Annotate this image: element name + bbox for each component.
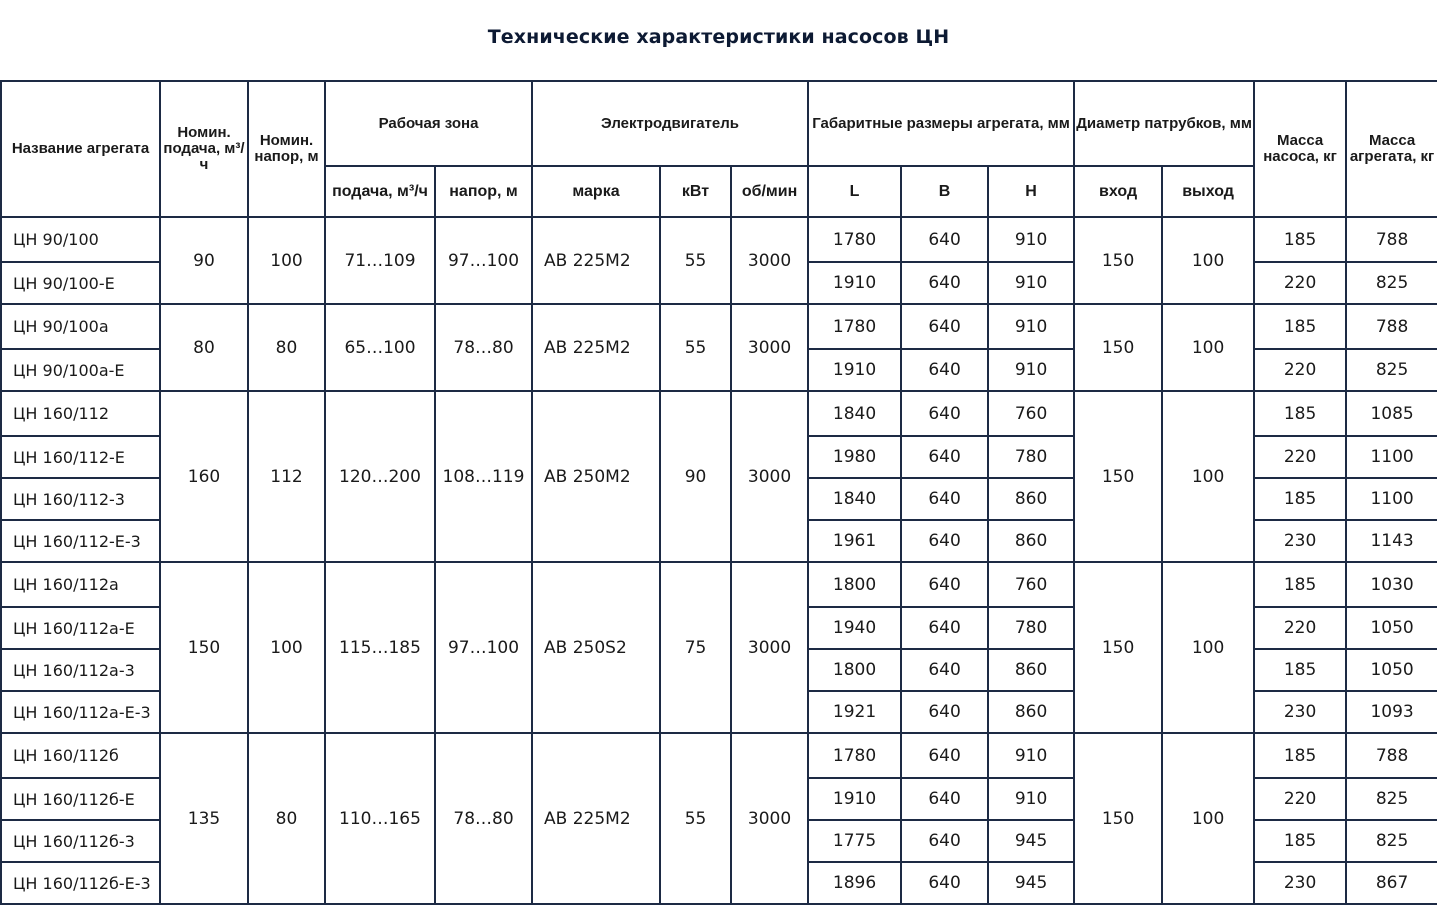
dim-h: 860 — [988, 649, 1074, 691]
work-zone-head: 78…80 — [435, 733, 532, 904]
dim-l: 1840 — [808, 478, 901, 520]
motor-kw: 75 — [660, 562, 731, 733]
pump-name: ЦН 90/100-Е — [1, 262, 160, 304]
unit-mass: 1085 — [1346, 391, 1437, 436]
header-dimensions: Габаритные размеры агрегата, мм — [808, 81, 1074, 166]
dim-h: 910 — [988, 217, 1074, 262]
work-zone-head: 78…80 — [435, 304, 532, 391]
motor-rpm: 3000 — [731, 733, 808, 904]
motor-rpm: 3000 — [731, 562, 808, 733]
pump-mass: 220 — [1254, 778, 1346, 820]
header-motor-kw: кВт — [660, 166, 731, 217]
pump-mass: 230 — [1254, 520, 1346, 562]
pump-mass: 185 — [1254, 649, 1346, 691]
pipe-in: 150 — [1074, 391, 1162, 562]
pump-name: ЦН 90/100 — [1, 217, 160, 262]
dim-l: 1840 — [808, 391, 901, 436]
motor-rpm: 3000 — [731, 391, 808, 562]
pipe-out: 100 — [1162, 562, 1254, 733]
pump-name: ЦН 90/100а-Е — [1, 349, 160, 391]
nominal-flow: 80 — [160, 304, 248, 391]
dim-h: 910 — [988, 778, 1074, 820]
unit-mass: 788 — [1346, 733, 1437, 778]
dim-b: 640 — [901, 262, 988, 304]
dim-h: 910 — [988, 304, 1074, 349]
unit-mass: 1100 — [1346, 436, 1437, 478]
motor-rpm: 3000 — [731, 304, 808, 391]
header-unit-mass: Масса агрегата, кг — [1346, 81, 1437, 217]
dim-h: 910 — [988, 349, 1074, 391]
motor-brand: АВ 225М2 — [532, 217, 660, 304]
table-row — [1, 391, 1437, 436]
unit-mass: 1030 — [1346, 562, 1437, 607]
unit-mass: 825 — [1346, 349, 1437, 391]
pump-mass: 185 — [1254, 820, 1346, 862]
table-body — [1, 217, 1437, 904]
pump-name: ЦН 160/112а-Е-3 — [1, 691, 160, 733]
dim-h: 860 — [988, 520, 1074, 562]
dim-h: 780 — [988, 607, 1074, 649]
pump-mass: 185 — [1254, 733, 1346, 778]
header-name: Название агрегата — [1, 81, 160, 217]
header-wz-flow: подача, м³/ч — [325, 166, 435, 217]
dim-l: 1800 — [808, 562, 901, 607]
dim-l: 1910 — [808, 778, 901, 820]
pump-name: ЦН 160/112а-Е — [1, 607, 160, 649]
dim-b: 640 — [901, 562, 988, 607]
motor-kw: 55 — [660, 304, 731, 391]
dim-b: 640 — [901, 607, 988, 649]
dim-h: 910 — [988, 262, 1074, 304]
dim-b: 640 — [901, 691, 988, 733]
motor-brand: АВ 225М2 — [532, 733, 660, 904]
dim-b: 640 — [901, 349, 988, 391]
pump-mass: 230 — [1254, 691, 1346, 733]
dim-l: 1800 — [808, 649, 901, 691]
dim-l: 1921 — [808, 691, 901, 733]
dim-b: 640 — [901, 304, 988, 349]
dim-l: 1780 — [808, 304, 901, 349]
header-head: Номин. напор, м — [248, 81, 325, 217]
motor-kw: 90 — [660, 391, 731, 562]
unit-mass: 825 — [1346, 820, 1437, 862]
pump-name: ЦН 160/112а-3 — [1, 649, 160, 691]
pipe-in: 150 — [1074, 562, 1162, 733]
specs-table — [0, 80, 1437, 905]
pump-mass: 220 — [1254, 436, 1346, 478]
dim-l: 1780 — [808, 217, 901, 262]
work-zone-head: 97…100 — [435, 217, 532, 304]
pipe-in: 150 — [1074, 733, 1162, 904]
work-zone-head: 108…119 — [435, 391, 532, 562]
dim-l: 1896 — [808, 862, 901, 904]
table-row — [1, 304, 1437, 349]
motor-brand: АВ 225М2 — [532, 304, 660, 391]
dim-l: 1910 — [808, 262, 901, 304]
dim-b: 640 — [901, 820, 988, 862]
header-motor: Электродвигатель — [532, 81, 808, 166]
dim-b: 640 — [901, 217, 988, 262]
nominal-head: 112 — [248, 391, 325, 562]
dim-h: 760 — [988, 391, 1074, 436]
pump-name: ЦН 160/112б-3 — [1, 820, 160, 862]
work-zone-flow: 110…165 — [325, 733, 435, 904]
work-zone-flow: 120…200 — [325, 391, 435, 562]
dim-b: 640 — [901, 391, 988, 436]
pump-name: ЦН 160/112 — [1, 391, 160, 436]
unit-mass: 1093 — [1346, 691, 1437, 733]
unit-mass: 1143 — [1346, 520, 1437, 562]
work-zone-flow: 115…185 — [325, 562, 435, 733]
dim-l: 1780 — [808, 733, 901, 778]
pump-mass: 220 — [1254, 349, 1346, 391]
pump-mass: 230 — [1254, 862, 1346, 904]
pump-mass: 185 — [1254, 304, 1346, 349]
dim-b: 640 — [901, 436, 988, 478]
nominal-head: 100 — [248, 217, 325, 304]
pump-mass: 185 — [1254, 217, 1346, 262]
pipe-out: 100 — [1162, 733, 1254, 904]
dim-h: 945 — [988, 862, 1074, 904]
pipe-out: 100 — [1162, 391, 1254, 562]
table-row — [1, 217, 1437, 262]
unit-mass: 825 — [1346, 778, 1437, 820]
header-dim-l: L — [808, 166, 901, 217]
dim-h: 780 — [988, 436, 1074, 478]
motor-brand: АВ 250S2 — [532, 562, 660, 733]
pipe-in: 150 — [1074, 217, 1162, 304]
nominal-flow: 150 — [160, 562, 248, 733]
pump-name: ЦН 160/112б — [1, 733, 160, 778]
header-flow: Номин. подача, м³/ч — [160, 81, 248, 217]
table-row — [1, 733, 1437, 778]
page-title: Технические характеристики насосов ЦН — [487, 26, 950, 48]
dim-b: 640 — [901, 520, 988, 562]
work-zone-flow: 71…109 — [325, 217, 435, 304]
pump-name: ЦН 90/100а — [1, 304, 160, 349]
nominal-flow: 135 — [160, 733, 248, 904]
dim-l: 1961 — [808, 520, 901, 562]
pipe-out: 100 — [1162, 217, 1254, 304]
dim-l: 1910 — [808, 349, 901, 391]
pipe-out: 100 — [1162, 304, 1254, 391]
nominal-flow: 90 — [160, 217, 248, 304]
dim-h: 945 — [988, 820, 1074, 862]
work-zone-flow: 65…100 — [325, 304, 435, 391]
motor-rpm: 3000 — [731, 217, 808, 304]
unit-mass: 788 — [1346, 217, 1437, 262]
pump-name: ЦН 160/112б-Е — [1, 778, 160, 820]
pipe-in: 150 — [1074, 304, 1162, 391]
unit-mass: 867 — [1346, 862, 1437, 904]
dim-h: 860 — [988, 478, 1074, 520]
header-work-zone: Рабочая зона — [325, 81, 532, 166]
dim-l: 1980 — [808, 436, 901, 478]
nominal-head: 80 — [248, 304, 325, 391]
work-zone-head: 97…100 — [435, 562, 532, 733]
header-wz-head: напор, м — [435, 166, 532, 217]
pump-name: ЦН 160/112-Е-3 — [1, 520, 160, 562]
nominal-head: 100 — [248, 562, 325, 733]
pump-mass: 220 — [1254, 262, 1346, 304]
header-pump-mass: Масса насоса, кг — [1254, 81, 1346, 217]
dim-l: 1940 — [808, 607, 901, 649]
dim-h: 860 — [988, 691, 1074, 733]
unit-mass: 825 — [1346, 262, 1437, 304]
motor-kw: 55 — [660, 733, 731, 904]
dim-h: 910 — [988, 733, 1074, 778]
dim-b: 640 — [901, 778, 988, 820]
dim-b: 640 — [901, 649, 988, 691]
unit-mass: 788 — [1346, 304, 1437, 349]
pump-mass: 220 — [1254, 607, 1346, 649]
nominal-flow: 160 — [160, 391, 248, 562]
table-row — [1, 562, 1437, 607]
header-pipe-in: вход — [1074, 166, 1162, 217]
table-header — [1, 81, 1437, 217]
header-dim-h: H — [988, 166, 1074, 217]
dim-b: 640 — [901, 733, 988, 778]
pump-name: ЦН 160/112б-Е-3 — [1, 862, 160, 904]
unit-mass: 1100 — [1346, 478, 1437, 520]
unit-mass: 1050 — [1346, 649, 1437, 691]
pump-mass: 185 — [1254, 478, 1346, 520]
unit-mass: 1050 — [1346, 607, 1437, 649]
pump-name: ЦН 160/112-3 — [1, 478, 160, 520]
header-dim-b: B — [901, 166, 988, 217]
header-pipe-diameter: Диаметр патрубков, мм — [1074, 81, 1254, 166]
pump-name: ЦН 160/112а — [1, 562, 160, 607]
dim-b: 640 — [901, 478, 988, 520]
dim-b: 640 — [901, 862, 988, 904]
nominal-head: 80 — [248, 733, 325, 904]
motor-brand: АВ 250М2 — [532, 391, 660, 562]
motor-kw: 55 — [660, 217, 731, 304]
header-motor-brand: марка — [532, 166, 660, 217]
dim-h: 760 — [988, 562, 1074, 607]
pump-mass: 185 — [1254, 391, 1346, 436]
pump-mass: 185 — [1254, 562, 1346, 607]
dim-l: 1775 — [808, 820, 901, 862]
header-motor-rpm: об/мин — [731, 166, 808, 217]
pump-name: ЦН 160/112-Е — [1, 436, 160, 478]
header-pipe-out: выход — [1162, 166, 1254, 217]
